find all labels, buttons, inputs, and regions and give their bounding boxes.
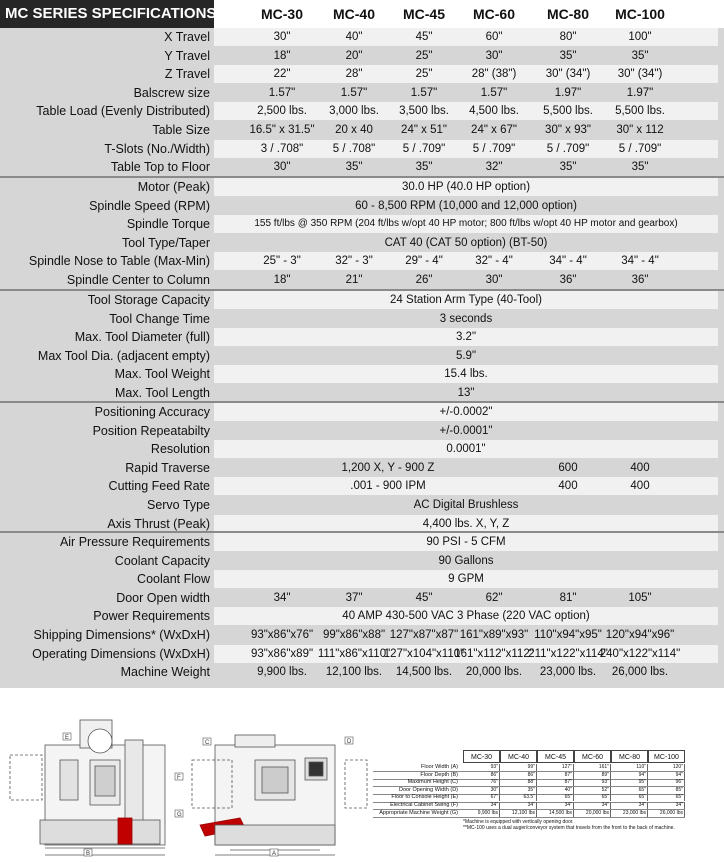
floor-table-value: 93" <box>463 764 500 771</box>
floor-table-value: 34" <box>574 802 611 809</box>
spec-value: 30" (34") <box>617 68 663 81</box>
spec-value: 35" <box>415 161 433 174</box>
spec-label: Max Tool Dia. (adjacent empty) <box>37 348 210 363</box>
spec-value: 240"x122"x114" <box>599 647 681 660</box>
spec-value: 9,900 lbs. <box>257 666 307 679</box>
spec-value-span: 90 Gallons <box>438 554 494 567</box>
spec-value: 3,000 lbs. <box>329 105 379 118</box>
spec-value-span: 155 ft/lbs @ 350 RPM (204 ft/lbs w/opt 40 HP motor; 800 ft/lbs w/opt 40 HP motor and gearbox) <box>254 218 678 230</box>
floor-table-value: 95" <box>611 779 648 786</box>
floor-table-value: 34" <box>500 802 537 809</box>
spec-row <box>0 140 724 158</box>
spec-label: Rapid Traverse <box>125 460 210 475</box>
spec-value: 32" <box>485 161 503 174</box>
spec-label: Max. Tool Diameter (full) <box>74 330 210 345</box>
spec-label: Air Pressure Requirements <box>59 535 210 549</box>
spec-value: 20,000 lbs. <box>465 666 523 679</box>
spec-label: Balscrew size <box>133 85 210 100</box>
spec-row <box>0 328 724 346</box>
spec-value: 4,500 lbs. <box>469 105 519 118</box>
spec-value: 24" x 51" <box>401 124 447 136</box>
spec-row <box>0 215 724 233</box>
spec-value: 20 x 40 <box>335 124 373 136</box>
floor-table-value: 9,900 lbs <box>463 810 500 817</box>
spec-value-span: 9 GPM <box>448 573 484 586</box>
spec-value: 211"x122"x114" <box>528 647 608 660</box>
spec-value: 28" (38") <box>471 68 517 81</box>
spec-label: Resolution <box>150 442 210 457</box>
floor-table-label: Electrical Cabinet Swing (F) <box>390 802 458 808</box>
spec-value: 60" <box>485 31 503 43</box>
spec-label: Coolant Capacity <box>114 553 210 568</box>
spec-label: Z Travel <box>164 67 210 82</box>
spec-row <box>0 291 724 309</box>
spec-value: 1.57" <box>340 86 368 99</box>
spec-value-span: AC Digital Brushless <box>413 499 519 511</box>
spec-value: 81" <box>559 591 577 604</box>
spec-value: 5,500 lbs. <box>615 105 665 118</box>
spec-value-span: 24 Station Arm Type (40-Tool) <box>390 294 542 306</box>
model-header: MC-100 <box>615 6 665 22</box>
spec-value: 34" - 4" <box>549 255 587 268</box>
table-title: MC SERIES SPECIFICATIONS <box>0 0 214 28</box>
floor-table-value: 40" <box>537 787 574 794</box>
spec-label: Axis Thrust (Peak) <box>107 516 210 531</box>
floor-table-value: 127" <box>537 764 574 771</box>
spec-value: 127"x87"x87" <box>389 629 459 641</box>
floor-table-value: 23,000 lbs <box>611 810 648 817</box>
floor-table-value: 87" <box>537 779 574 786</box>
spec-value: 120"x94"x96" <box>605 629 675 641</box>
floor-table-header: MC-80 <box>611 750 648 763</box>
spec-label: Spindle Torque <box>126 217 210 232</box>
spec-value-span: 60 - 8,500 RPM (10,000 and 12,000 option) <box>355 199 577 212</box>
spec-label: Max. Tool Length <box>115 386 210 400</box>
floor-table-value: 99" <box>500 764 537 771</box>
marker-label: A <box>272 851 277 857</box>
spec-value: 35" <box>559 49 577 62</box>
spec-label: Operating Dimensions (WxDxH) <box>32 646 210 661</box>
spec-row <box>0 477 724 495</box>
spec-value: 93"x86"x76" <box>250 629 314 641</box>
spec-value: 5 / .709" <box>546 142 590 155</box>
spec-value: 1.57" <box>480 86 508 99</box>
spec-value-span: 30.0 HP (40.0 HP option) <box>401 181 531 193</box>
model-header: MC-60 <box>472 6 516 22</box>
floor-table-rule <box>373 817 685 818</box>
spec-row <box>0 121 724 139</box>
floor-table-value: 161" <box>574 764 611 771</box>
spec-value: 1.57" <box>410 86 438 99</box>
spec-value: 24" x 67" <box>471 124 517 136</box>
spec-value-span: 4,400 lbs. X, Y, Z <box>422 517 510 530</box>
spec-row <box>0 365 724 383</box>
spec-value: 1.57" <box>268 86 296 99</box>
spec-row <box>0 422 724 440</box>
floor-table-value: 35" <box>500 787 537 794</box>
spec-value-span: 90 PSI - 5 CFM <box>426 536 506 548</box>
spec-value: 2,500 lbs. <box>257 105 307 118</box>
spec-label: Table Top to Floor <box>110 160 210 175</box>
model-header: MC-40 <box>332 6 376 22</box>
spec-value: 5 / .709" <box>402 142 446 155</box>
floor-table-label: Floor to Console Height (E) <box>391 794 458 801</box>
floor-table-value: 65" <box>574 794 611 801</box>
spec-row <box>0 515 724 533</box>
spec-label: Coolant Flow <box>137 572 210 587</box>
spec-value: 26,000 lbs. <box>611 666 669 679</box>
floor-table-label: Floor Width (A) <box>421 764 458 770</box>
spec-label: Tool Change Time <box>109 311 210 326</box>
spec-value: 110"x94"x95" <box>534 629 602 641</box>
spec-row <box>0 626 724 644</box>
spec-row <box>0 158 724 176</box>
floor-table-value: 76" <box>463 779 500 786</box>
spec-value-span: 40 AMP 430-500 VAC 3 Phase (220 VAC option) <box>342 610 590 623</box>
spec-value: 37" <box>345 591 363 604</box>
spec-row <box>0 403 724 421</box>
spec-value: 80" <box>559 31 577 43</box>
spec-value-span: 3 seconds <box>439 312 493 325</box>
spec-value: 40" <box>345 31 363 43</box>
spec-label: Table Size <box>152 123 210 137</box>
spec-value: 12,100 lbs. <box>325 666 383 679</box>
spec-value: 34" - 4" <box>621 255 659 268</box>
spec-label: X Travel <box>164 30 210 44</box>
spec-label: T-Slots (No./Width) <box>104 141 210 156</box>
spec-value-span: .001 - 900 IPM <box>350 480 426 493</box>
floor-table-value: 120" <box>648 764 685 771</box>
spec-value: 35" <box>631 161 649 174</box>
spec-label: Motor (Peak) <box>137 180 210 194</box>
spec-value: 62" <box>485 591 503 604</box>
spec-value: 35" <box>345 161 363 174</box>
spec-row <box>0 459 724 477</box>
floor-table-value: 110" <box>611 764 648 771</box>
spec-row <box>0 84 724 102</box>
spec-row <box>0 65 724 83</box>
spec-value: 14,500 lbs. <box>395 666 453 679</box>
spec-value: 20" <box>345 49 363 62</box>
spec-value: 30" <box>485 49 503 62</box>
marker-label: B <box>86 851 91 857</box>
spec-value: 35" <box>559 161 577 174</box>
spec-value: 1.97" <box>554 86 582 99</box>
spec-value: 35" <box>631 49 649 62</box>
spec-row <box>0 178 724 196</box>
spec-value: 23,000 lbs. <box>539 666 597 679</box>
spec-label: Cutting Feed Rate <box>108 479 210 494</box>
spec-row <box>0 384 724 402</box>
floor-table-header: MC-100 <box>648 750 685 763</box>
spec-value: 32" - 4" <box>475 255 513 268</box>
floor-table-header: MC-30 <box>463 750 500 763</box>
spec-row <box>0 271 724 289</box>
spec-value: 30" (34") <box>545 68 591 81</box>
floor-table-value: 89" <box>574 772 611 779</box>
spec-row <box>0 310 724 328</box>
model-header: MC-80 <box>546 6 590 22</box>
spec-label: Shipping Dimensions* (WxDxH) <box>33 628 210 642</box>
floor-table-value: 26,000 lbs <box>648 810 685 817</box>
model-header: MC-45 <box>402 6 446 22</box>
floor-table-value: 52" <box>574 787 611 794</box>
floor-table-value: 30" <box>463 787 500 794</box>
spec-value: 161"x112"x112" <box>454 647 534 660</box>
floor-table-value: 65" <box>611 794 648 801</box>
table-header <box>0 0 724 28</box>
spec-row <box>0 663 724 681</box>
spec-label: Machine Weight <box>120 665 210 680</box>
spec-label: Positioning Accuracy <box>94 405 210 419</box>
spec-value: 25" <box>415 49 433 62</box>
floor-table-note: *Machine is equipped with vertically opening door. <box>463 819 574 826</box>
spec-value: 5 / .708" <box>332 142 376 155</box>
spec-value: 5 / .709" <box>618 142 662 155</box>
floor-table-value: 12,100 lbs <box>500 810 537 817</box>
floor-table-header: MC-60 <box>574 750 611 763</box>
marker-label: C <box>205 740 210 746</box>
marker-label: D <box>347 739 352 745</box>
spec-value: 25" <box>415 68 433 81</box>
floor-table-value: 14,500 lbs <box>537 810 574 817</box>
floor-table-header: MC-45 <box>537 750 574 763</box>
spec-value: 45" <box>415 591 433 604</box>
floor-table-value: 67" <box>463 794 500 801</box>
spec-row <box>0 496 724 514</box>
spec-label: Spindle Center to Column <box>66 273 210 287</box>
floor-table-value: 94" <box>611 772 648 779</box>
spec-value: 30" <box>273 161 291 174</box>
spec-label: Tool Storage Capacity <box>87 293 210 307</box>
spec-row <box>0 570 724 588</box>
spec-value: 28" <box>345 68 363 81</box>
spec-label: Max. Tool Weight <box>114 367 210 382</box>
floor-table-label: Floor Depth (B) <box>420 771 458 778</box>
spec-value: 5 / .709" <box>472 142 516 155</box>
spec-label: Table Load (Evenly Distributed) <box>36 104 210 119</box>
spec-label: Y Travel <box>164 48 210 63</box>
spec-label: Spindle Speed (RPM) <box>89 198 210 213</box>
spec-value-span: 15.4 lbs. <box>444 368 488 381</box>
floor-table-value: 34" <box>463 802 500 809</box>
floor-table-value: 88" <box>500 779 537 786</box>
floor-table-label: Door Opening Width (D) <box>399 786 458 793</box>
spec-label: Tool Type/Taper <box>121 235 210 250</box>
spec-value-span: 0.0001" <box>446 443 486 456</box>
spec-value: 93"x86"x89" <box>250 647 314 660</box>
spec-value: 36" <box>559 274 577 286</box>
spec-value: 600 <box>558 461 578 474</box>
spec-row <box>0 645 724 663</box>
floor-table-value: 63.5" <box>500 794 537 801</box>
spec-value-span: 13" <box>457 387 475 399</box>
spec-value: 105" <box>628 591 652 604</box>
floor-table-label: Maximum Height (C) <box>407 779 458 786</box>
spec-value: 100" <box>628 31 652 43</box>
spec-row <box>0 197 724 215</box>
spec-value: 32" - 3" <box>335 255 373 268</box>
spec-value: 36" <box>631 274 649 286</box>
floor-table-value: 86" <box>500 772 537 779</box>
floor-table-value: 93" <box>574 779 611 786</box>
machine-side-view <box>10 720 165 855</box>
spec-value-span: +/-0.0001" <box>439 424 493 437</box>
floor-table-label: Appropriate Machine Weight (G) <box>379 809 458 816</box>
spec-value: 400 <box>558 480 578 493</box>
floor-table-value: 34" <box>537 802 574 809</box>
floor-table-value: 20,000 lbs <box>574 810 611 817</box>
model-header: MC-30 <box>260 6 304 22</box>
spec-value-span: 1,200 X, Y - 900 Z <box>341 461 435 474</box>
spec-value-span: +/-0.0002" <box>439 406 493 418</box>
spec-value: 99"x86"x88" <box>322 629 386 641</box>
spec-row <box>0 589 724 607</box>
spec-value: 30" x 93" <box>545 124 591 136</box>
spec-row <box>0 347 724 365</box>
spec-value: 1.97" <box>626 86 654 99</box>
floor-table-value: 86" <box>463 772 500 779</box>
spec-label: Power Requirements <box>93 609 210 624</box>
spec-label: Position Repeatabilty <box>92 423 210 438</box>
spec-row <box>0 102 724 120</box>
spec-value: 30" <box>273 31 291 43</box>
spec-row <box>0 533 724 551</box>
spec-value: 111"x86"x110" <box>317 647 391 660</box>
marker-label: F <box>177 775 181 781</box>
spec-value: 25" - 3" <box>263 255 301 268</box>
spec-row <box>0 552 724 570</box>
spec-value: 16.5" x 31.5" <box>249 124 315 136</box>
spec-value: 34" <box>273 591 291 604</box>
floor-table-value: 65" <box>537 794 574 801</box>
spec-row <box>0 440 724 458</box>
spec-label: Servo Type <box>146 498 210 512</box>
spec-value: 30" <box>485 274 503 286</box>
spec-label: Spindle Nose to Table (Max-Min) <box>28 254 210 269</box>
floor-table-value: 65" <box>611 787 648 794</box>
floor-table-value: 34" <box>648 802 685 809</box>
spec-row <box>0 607 724 625</box>
spec-value-span: CAT 40 (CAT 50 option) (BT-50) <box>384 236 548 249</box>
spec-value: 26" <box>415 274 433 286</box>
machine-front-view <box>192 735 367 855</box>
marker-label: G <box>177 812 182 818</box>
spec-row <box>0 47 724 65</box>
spec-row <box>0 28 724 46</box>
spec-value: 45" <box>415 31 433 43</box>
spec-value: 161"x89"x93" <box>459 629 529 641</box>
spec-value-span: 3.2" <box>455 331 477 344</box>
spec-value: 400 <box>630 461 650 474</box>
floor-table-value: 87" <box>537 772 574 779</box>
spec-row <box>0 234 724 252</box>
floor-table-value: 94" <box>648 772 685 779</box>
spec-value-span: 5.9" <box>455 349 477 362</box>
marker-label: E <box>65 735 70 741</box>
spec-value: 3,500 lbs. <box>399 105 449 118</box>
floor-table-value: 34" <box>611 802 648 809</box>
spec-value: 22" <box>273 68 291 81</box>
spec-value: 18" <box>273 49 291 62</box>
spec-value: 18" <box>273 274 291 286</box>
floor-table-header: MC-40 <box>500 750 537 763</box>
spec-value: 5,500 lbs. <box>543 105 593 118</box>
spec-value: 21" <box>345 274 363 286</box>
floor-table-note: **MC-100 uses a dual auger/conveyor system that travels from the front to the back of machine. <box>463 825 675 832</box>
spec-row <box>0 252 724 270</box>
spec-value: 127"x104"x110" <box>383 647 465 660</box>
spec-value: 3 / .708" <box>260 142 304 155</box>
spec-label: Door Open width <box>116 590 210 605</box>
floor-table-value: 65" <box>648 794 685 801</box>
floor-table-value: 85" <box>648 787 685 794</box>
spec-value: 400 <box>630 480 650 493</box>
spec-value: 29" - 4" <box>405 255 443 268</box>
floor-table-value: 96" <box>648 779 685 786</box>
spec-value: 30" x 112 <box>616 124 664 136</box>
